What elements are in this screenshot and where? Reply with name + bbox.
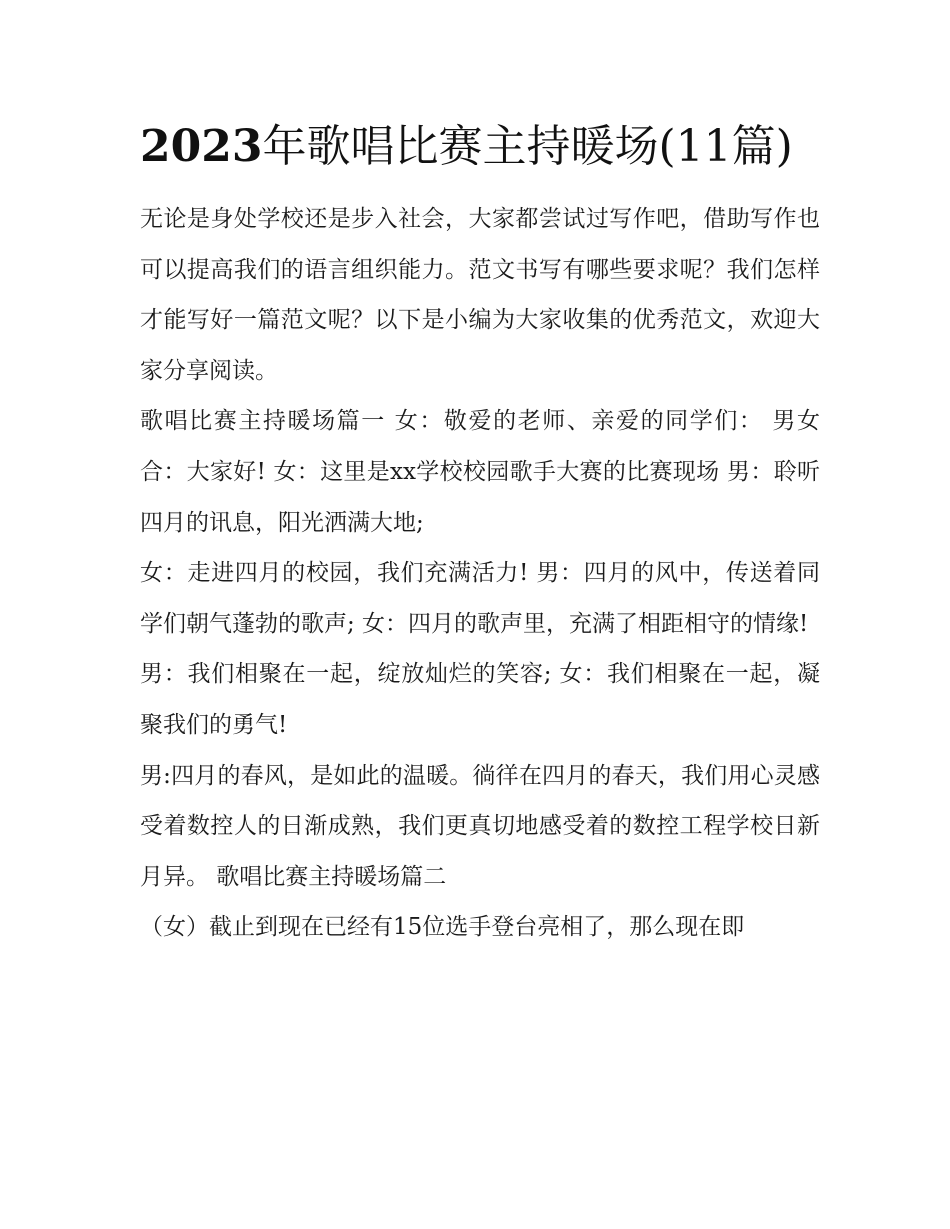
paragraph-spring-wind: 男:四月的春风，是如此的温暖。徜徉在四月的春天，我们用心灵感受着数控人的日渐成熟，我们更真切地感受着的数控工程学校日新月异。 歌唱比赛主持暖场篇二 xyxy=(140,762,820,890)
title-year: 2023 xyxy=(140,121,263,172)
title-text: 年歌唱比赛主持暖场(11篇) xyxy=(262,121,793,172)
paragraph-opening: 歌唱比赛主持暖场篇一 女：敬爱的老师、亲爱的同学们： 男女合：大家好! 女：这里是xx学校校园歌手大赛的比赛现场 男：聆听四月的讯息，阳光洒满大地; xyxy=(140,408,820,536)
document-content xyxy=(140,116,820,953)
paragraph-contestants: （女）截止到现在已经有15位选手登台亮相了，那么现在即 xyxy=(140,914,745,941)
paragraph-intro: 无论是身处学校还是步入社会，大家都尝试过写作吧，借助写作也可以提高我们的语言组织能力。范文书写有哪些要求呢？我们怎样才能写好一篇范文呢？以下是小编为大家收集的优秀范文，欢迎大家分享阅读。 xyxy=(140,206,820,384)
paragraph-together: 男：我们相聚在一起，绽放灿烂的笑容; 女：我们相聚在一起，凝聚我们的勇气! xyxy=(140,661,820,738)
document-title xyxy=(140,116,820,178)
paragraph-april-campus: 女：走进四月的校园，我们充满活力! 男：四月的风中，传送着同学们朝气蓬勃的歌声; 女：四月的歌声里，充满了相距相守的情缘! xyxy=(140,560,820,637)
document-body xyxy=(140,194,820,953)
